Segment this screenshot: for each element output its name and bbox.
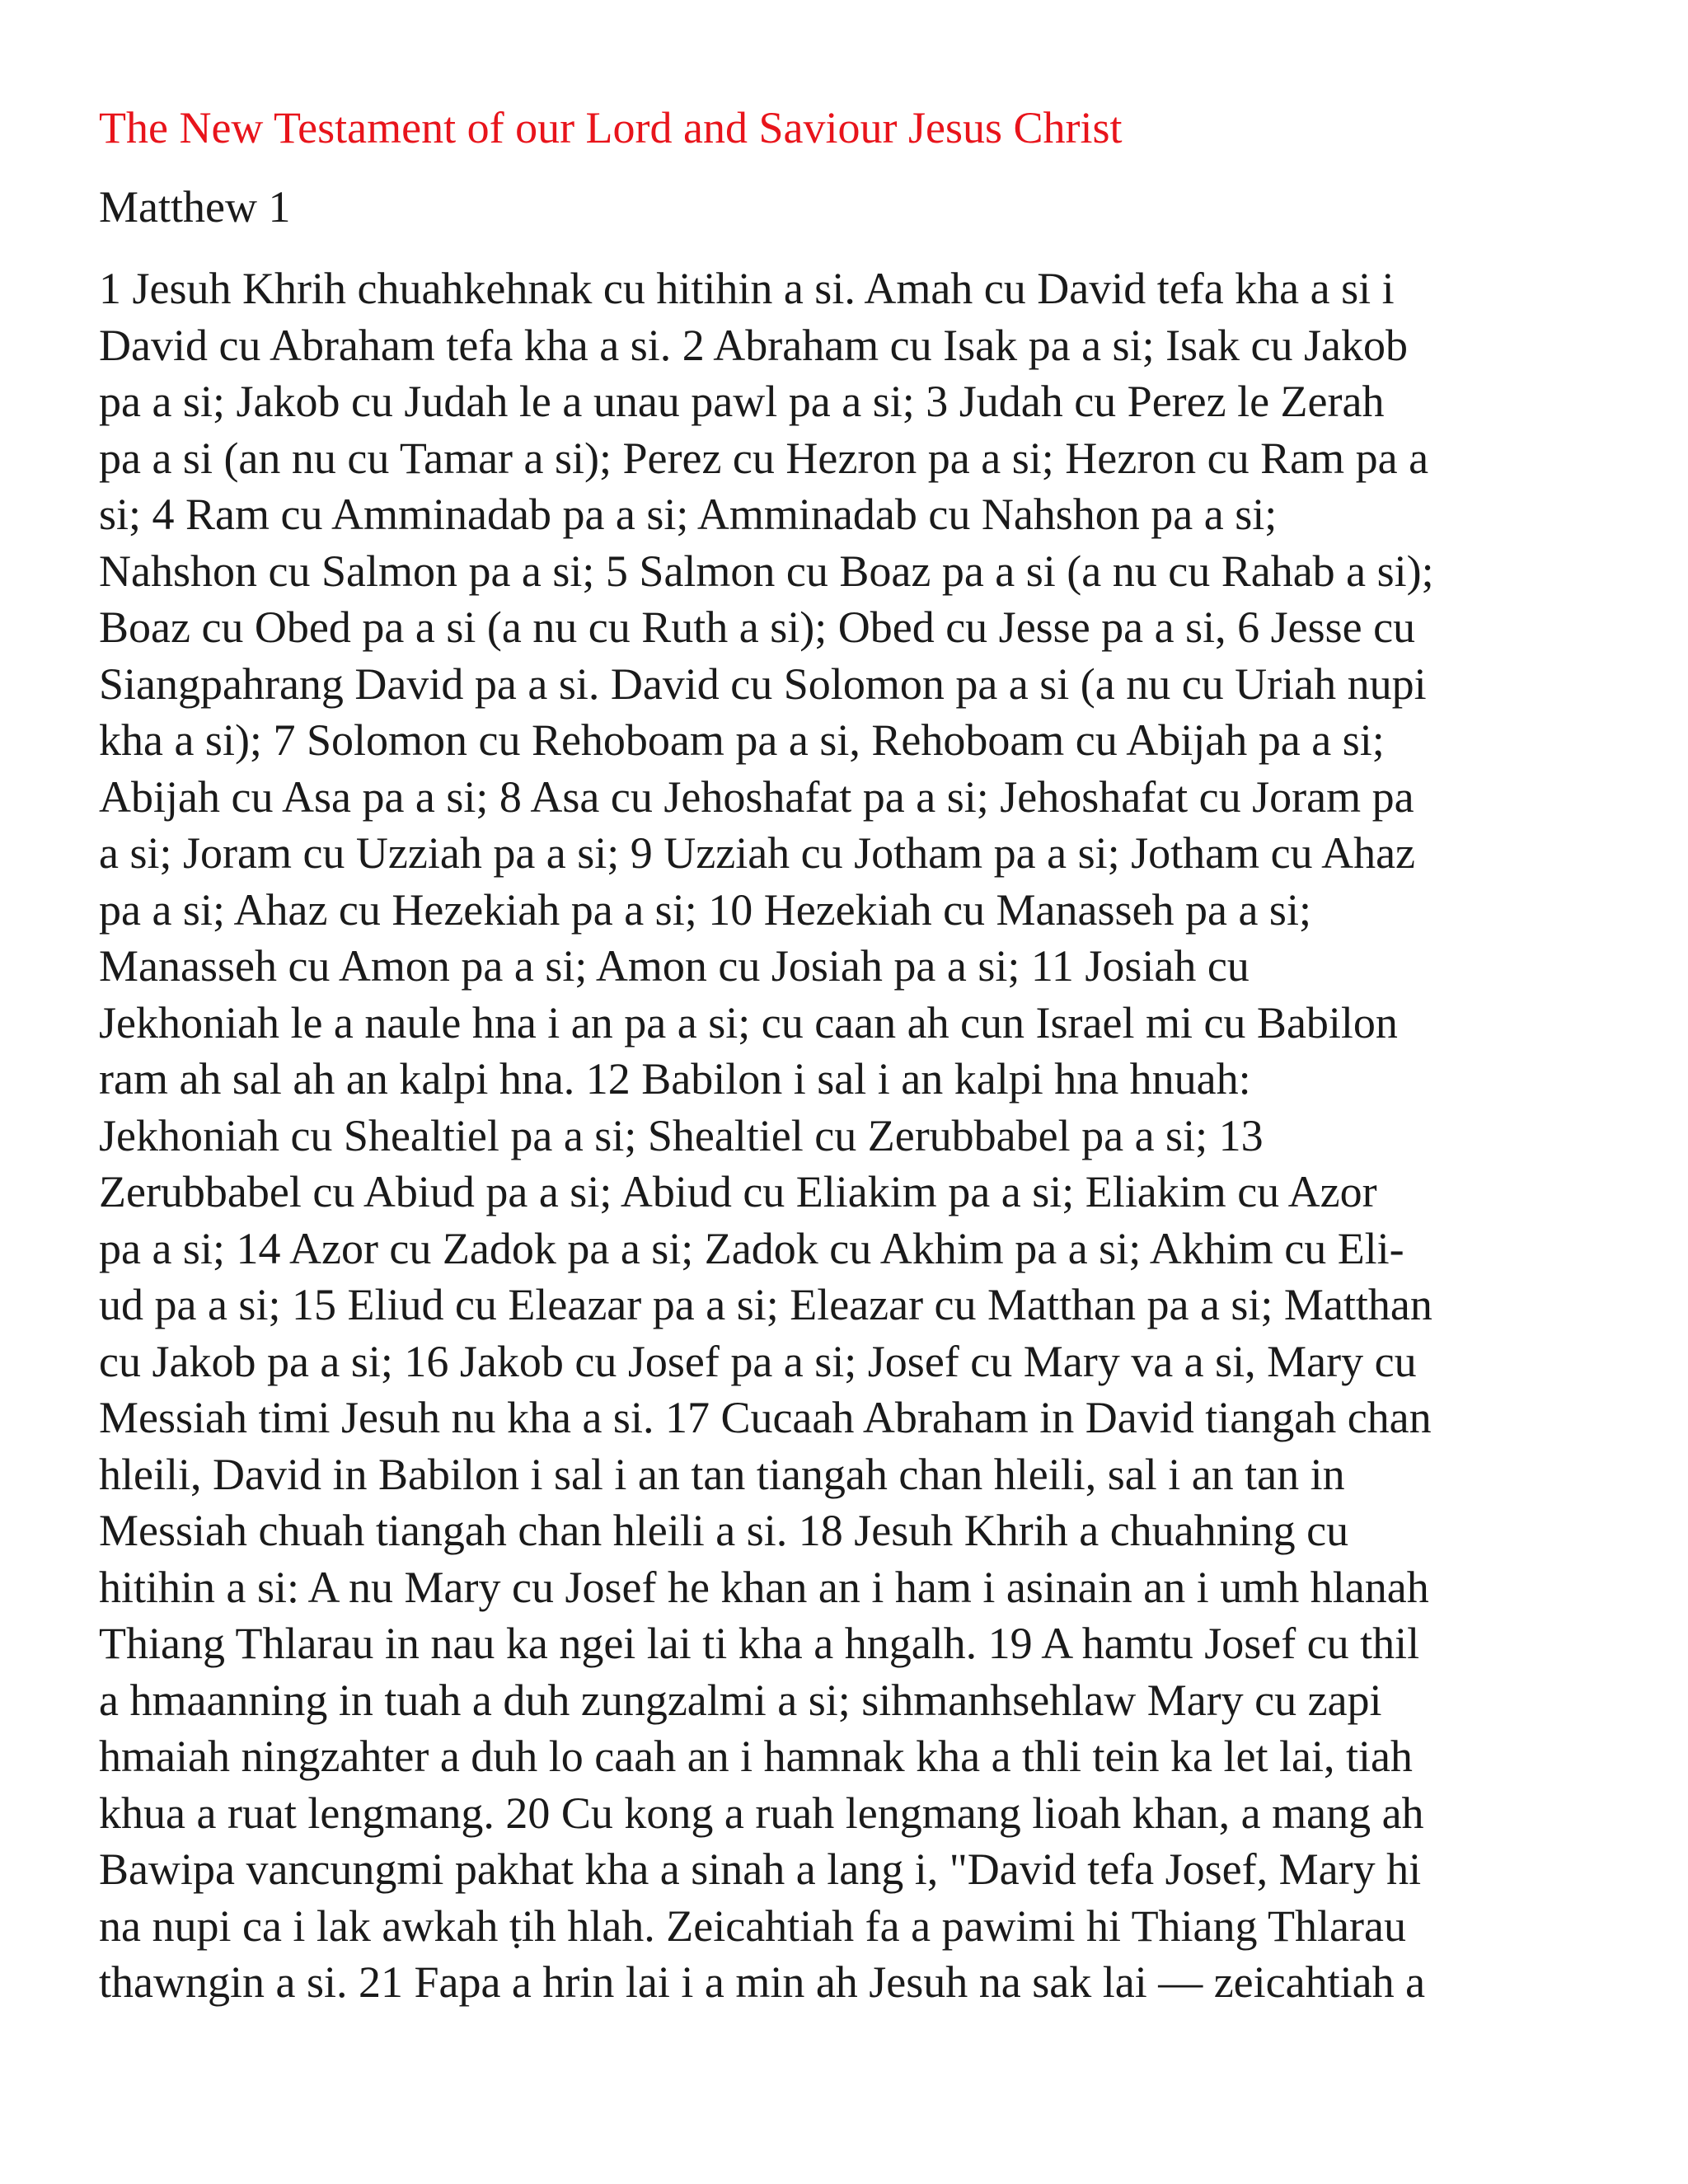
text-line: na nupi ca i lak awkah ṭih hlah. Zeicahtiah fa a pawimi hi Thiang Thlarau: [99, 1900, 1406, 1951]
text-line: cu Jakob pa a si; 16 Jakob cu Josef pa a si; Josef cu Mary va a si, Mary cu: [99, 1336, 1417, 1386]
text-line: 1 Jesuh Khrih chuahkehnak cu hitihin a si. Amah cu David tefa kha a si i: [99, 264, 1395, 313]
text-line: Thiang Thlarau in nau ka ngei lai ti kha a hngalh. 19 A hamtu Josef cu thil: [99, 1619, 1420, 1668]
text-line: thawngin a si. 21 Fapa a hrin lai i a min ah Jesuh na sak lai — zeicahtiah a: [99, 1957, 1426, 2007]
text-line: pa a si; Ahaz cu Hezekiah pa a si; 10 Hezekiah cu Manasseh pa a si;: [99, 884, 1311, 935]
text-line: ud pa a si; 15 Eliud cu Eleazar pa a si; Eleazar cu Matthan pa a si; Matthan: [99, 1280, 1432, 1329]
text-line: a hmaanning in tuah a duh zungzalmi a si; sihmanhsehlaw Mary cu zapi: [99, 1675, 1382, 1725]
text-line: Manasseh cu Amon pa a si; Amon cu Josiah pa a si; 11 Josiah cu: [99, 941, 1250, 991]
text-line: si; 4 Ram cu Amminadab pa a si; Amminadab cu Nahshon pa a si;: [99, 490, 1278, 539]
text-line: hleili, David in Babilon i sal i an tan tiangah chan hleili, sal i an tan in: [99, 1449, 1345, 1499]
text-line: pa a si (an nu cu Tamar a si); Perez cu Hezron pa a si; Hezron cu Ram pa a: [99, 433, 1429, 483]
chapter-text: [99, 260, 1591, 2011]
text-line: Zerubbabel cu Abiud pa a si; Abiud cu Eliakim pa a si; Eliakim cu Azor: [99, 1167, 1377, 1216]
text-line: Bawipa vancungmi pakhat kha a sinah a lang i, "David tefa Josef, Mary hi: [99, 1844, 1422, 1894]
text-line: Boaz cu Obed pa a si (a nu cu Ruth a si); Obed cu Jesse pa a si, 6 Jesse cu: [99, 602, 1416, 652]
text-line: Jekhoniah cu Shealtiel pa a si; Shealtiel cu Zerubbabel pa a si; 13: [99, 1110, 1264, 1160]
text-line: Abijah cu Asa pa a si; 8 Asa cu Jehoshafat pa a si; Jehoshafat cu Joram pa: [99, 771, 1414, 822]
text-line: pa a si; 14 Azor cu Zadok pa a si; Zadok cu Akhim pa a si; Akhim cu Eli-: [99, 1223, 1404, 1273]
text-line: Messiah timi Jesuh nu kha a si. 17 Cucaah Abraham in David tiangah chan: [99, 1393, 1432, 1442]
text-line: hmaiah ningzahter a duh lo caah an i hamnak kha a thli tein ka let lai, tiah: [99, 1732, 1413, 1781]
text-line: Siangpahrang David pa a si. David cu Solomon pa a si (a nu cu Uriah nupi: [99, 658, 1427, 709]
text-line: David cu Abraham tefa kha a si. 2 Abraham cu Isak pa a si; Isak cu Jakob: [99, 320, 1408, 370]
chapter-heading: Matthew 1: [99, 182, 291, 232]
document-page: [99, 99, 1591, 2011]
text-line: Messiah chuah tiangah chan hleili a si. 18 Jesuh Khrih a chuahning cu: [99, 1506, 1349, 1555]
text-line: a si; Joram cu Uzziah pa a si; 9 Uzziah cu Jotham pa a si; Jotham cu Ahaz: [99, 828, 1416, 878]
text-line: hitihin a si: A nu Mary cu Josef he khan an i ham i asinain an i umh hlanah: [99, 1562, 1429, 1612]
text-line: Nahshon cu Salmon pa a si; 5 Salmon cu Boaz pa a si (a nu cu Rahab a si);: [99, 546, 1434, 596]
book-title: The New Testament of our Lord and Saviour Jesus Christ: [99, 103, 1123, 152]
text-line: Jekhoniah le a naule hna i an pa a si; cu caan ah cun Israel mi cu Babilon: [99, 997, 1398, 1047]
text-line: kha a si); 7 Solomon cu Rehoboam pa a si, Rehoboam cu Abijah pa a si;: [99, 715, 1385, 765]
text-line: pa a si; Jakob cu Judah le a unau pawl pa a si; 3 Judah cu Perez le Zerah: [99, 377, 1385, 426]
text-line: ram ah sal ah an kalpi hna. 12 Babilon i sal i an kalpi hna hnuah:: [99, 1054, 1251, 1104]
text-line: khua a ruat lengmang. 20 Cu kong a ruah lengmang lioah khan, a mang ah: [99, 1788, 1424, 1838]
